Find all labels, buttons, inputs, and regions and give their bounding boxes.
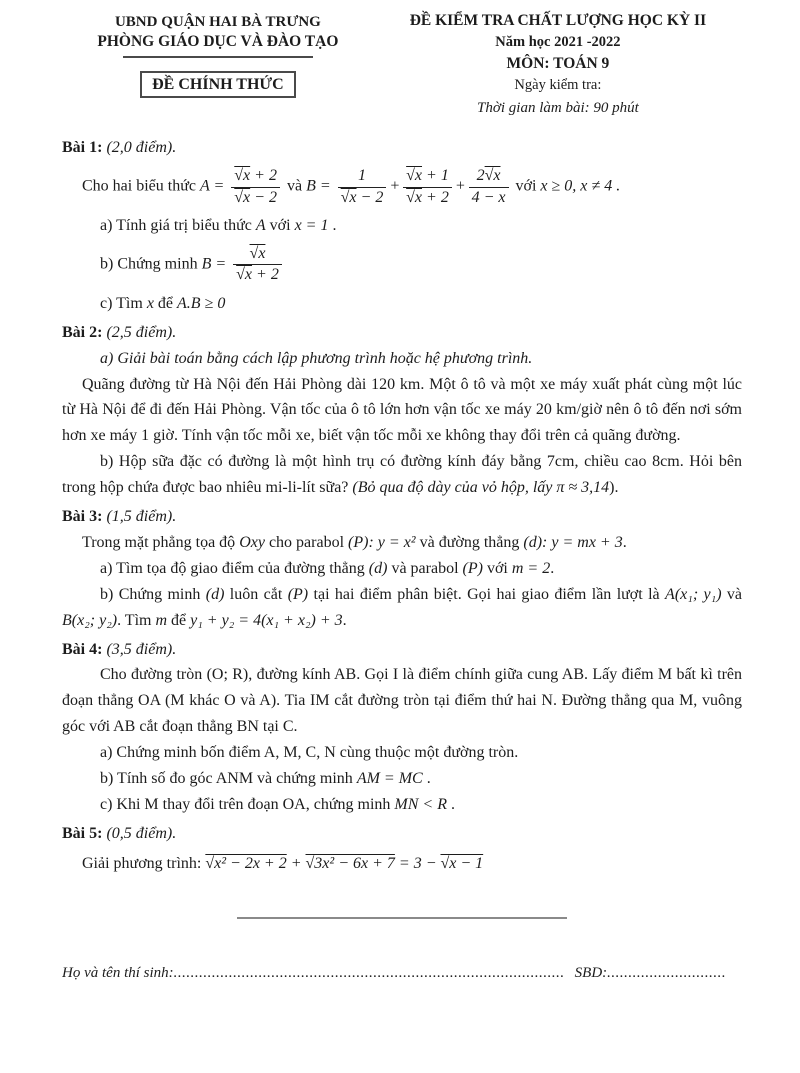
fraction-A: $\frac{√x + 2}{√x - 2}$ xyxy=(231,167,280,207)
problem-1-label: Bài 1: xyxy=(62,139,103,157)
problem-4c: c) Khi M thay đổi trên đoạn OA, chứng minh MN < R . xyxy=(100,796,455,814)
header-right-block xyxy=(374,10,742,119)
problem-1b: b) Chứng minh B = $\frac{√x}{√x + 2}$ xyxy=(62,243,742,287)
problem-3b: b) Chứng minh (d) luôn cắt (P) tại hai điểm phân biệt. Gọi hai giao điểm lần lượt là A(x₁; y₁) và B(x₂; y₂). Tìm m để y₁ + y₂ = 4(x₁ + x₂) + 3. xyxy=(62,585,743,629)
exam-body xyxy=(62,135,742,985)
problem-5-label: Bài 5: xyxy=(62,824,103,842)
problem-1-intro: Cho hai biểu thức A = $\frac{√x + 2}{√x - 2}$ và B = $\frac{1}{√x - 2}$ + $\frac{√x + 1}{√x + 2}$ + $\frac{2√x}{4 - x}$ với x ≥ 0, x ≠ 4 . xyxy=(82,167,621,206)
problem-5-equation: Giải phương trình: √x² − 2x + 2 + √3x² − 6x + 7 = 3 − √x − 1 xyxy=(82,854,484,872)
end-of-exam-divider xyxy=(237,917,567,919)
problem-4-points: (3,5 điểm). xyxy=(102,640,177,658)
problem-1 xyxy=(62,135,742,316)
problem-3-heading xyxy=(62,504,742,530)
problem-2-heading xyxy=(62,320,742,346)
problem-5 xyxy=(62,821,742,877)
equation: √x² − 2x + 2 + √3x² − 6x + 7 = 3 − √x − 1 xyxy=(205,854,484,872)
fraction-B3: $\frac{2√x}{4 - x}$ xyxy=(469,167,509,207)
problem-4-label: Bài 4: xyxy=(62,640,103,658)
header-left-block xyxy=(62,10,374,98)
problem-3-intro: Trong mặt phẳng tọa độ Oxy cho parabol (P): y = x² và đường thẳng (d): y = mx + 3. xyxy=(82,533,627,551)
fraction-B1: $\frac{1}{√x - 2}$ xyxy=(338,167,387,207)
problem-1-points: (2,0 điểm). xyxy=(102,139,177,157)
problem-3-label: Bài 3: xyxy=(62,508,103,526)
school-year: Năm học 2021 -2022 xyxy=(495,33,621,50)
problem-2b: b) Hộp sữa đặc có đường là một hình trụ có đường kính đáy bằng 7cm, chiều cao 8cm. Hỏi bên trong hộp chứa được bao nhiêu mi-li-lít sữa? (Bỏ qua độ dày của vỏ hộp, lấy π ≈ 3,14). xyxy=(62,453,742,497)
problem-3a: a) Tìm tọa độ giao điểm của đường thẳng (d) và parabol (P) với m = 2. xyxy=(100,559,555,577)
problem-1c: c) Tìm x để A.B ≥ 0 xyxy=(100,294,226,312)
fraction-B2: $\frac{√x + 1}{√x + 2}$ xyxy=(403,167,452,207)
issuing-authority: UBND QUẬN HAI BÀ TRƯNG xyxy=(114,14,321,30)
problem-3-points: (1,5 điểm). xyxy=(102,508,177,526)
problem-4-heading xyxy=(62,637,742,663)
problem-4b: b) Tính số đo góc ANM và chứng minh AM = MC . xyxy=(100,770,431,788)
official-exam-stamp: ĐỀ CHÍNH THỨC xyxy=(140,71,296,98)
problem-3 xyxy=(62,504,742,634)
exam-title: ĐỀ KIỂM TRA CHẤT LƯỢNG HỌC KỲ II xyxy=(409,12,707,29)
department-name: PHÒNG GIÁO DỤC VÀ ĐÀO TẠO xyxy=(97,33,339,51)
candidate-number-blank: ............................ xyxy=(607,964,727,981)
candidate-name-label: Họ và tên thí sinh: xyxy=(62,964,174,981)
problem-1-heading xyxy=(62,135,742,161)
problem-1a: a) Tính giá trị biểu thức A với x = 1 . xyxy=(100,217,337,235)
problem-4-intro: Cho đường tròn (O; R), đường kính AB. Gọi I là điểm chính giữa cung AB. Lấy điểm M bất kì trên đoạn thẳng OA (M khác O và A). Tia IM cắt đường tròn tại điểm thứ hai N. Đường thẳng qua M, vuông góc với AB cắt đoạn thẳng BN tại C. xyxy=(62,666,742,736)
problem-5-heading xyxy=(62,821,742,847)
document-header xyxy=(62,10,742,119)
problem-5-points: (0,5 điểm). xyxy=(102,824,177,842)
candidate-info-footer xyxy=(62,961,742,985)
problem-4a: a) Chứng minh bốn điểm A, M, C, N cùng thuộc một đường tròn. xyxy=(100,744,519,762)
problem-2 xyxy=(62,320,742,501)
problem-4 xyxy=(62,637,742,818)
problem-2-label: Bài 2: xyxy=(62,323,103,341)
problem-2a-text: Quãng đường từ Hà Nội đến Hải Phòng dài 120 km. Một ô tô và một xe máy xuất phát cùng một lúc từ Hà Nội để đi đến Hải Phòng. Vận tốc của ô tô lớn hơn vận tốc xe máy 20 km/giờ nên ô tô đến nơi sớm hơn xe máy 1 giờ. Tính vận tốc mỗi xe, biết vận tốc mỗi xe không thay đổi trên cả quãng đường. xyxy=(62,375,742,445)
candidate-number-label: SBD: xyxy=(574,964,608,981)
problem-2-points: (2,5 điểm). xyxy=(102,323,177,341)
subject-line: MÔN: TOÁN 9 xyxy=(506,54,610,72)
candidate-name-blank: ............................................................................................ xyxy=(173,964,565,981)
fraction-B-simplified: $\frac{√x}{√x + 2}$ xyxy=(233,245,282,285)
problem-2a: a) Giải bài toán bằng cách lập phương trình hoặc hệ phương trình. xyxy=(100,349,533,367)
exam-date-line: Ngày kiểm tra: xyxy=(514,77,602,94)
duration-line: Thời gian làm bài: 90 phút xyxy=(477,99,639,116)
